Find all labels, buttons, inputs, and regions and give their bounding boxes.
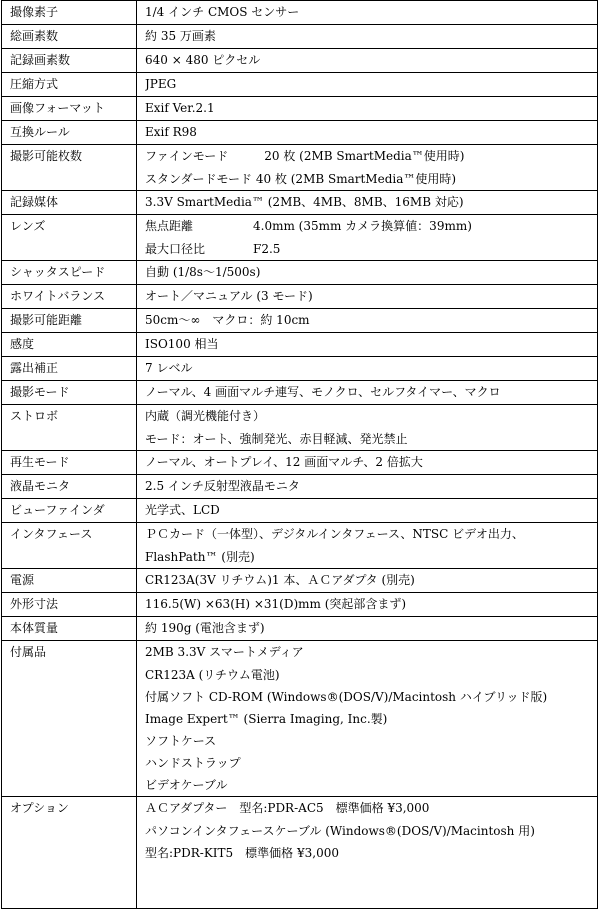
spec-row [2, 569, 598, 593]
spec-value-line: 640 × 480 ピクセル [145, 53, 261, 67]
spec-label: 付属品 [10, 645, 47, 659]
spec-value-line: 1/4 インチ CMOS センサー [145, 5, 300, 19]
spec-value-cell [137, 523, 598, 569]
spec-value-cell [137, 641, 598, 797]
spec-label-cell [2, 641, 137, 797]
spec-value-line: CR123A(3V リチウム)1 本、ＡＣアダプタ (別売) [145, 573, 415, 587]
spec-row [2, 797, 598, 909]
spec-value-line: 内蔵（調光機能付き） [145, 409, 266, 423]
spec-row [2, 523, 598, 569]
spec-label-cell [2, 357, 137, 381]
spec-row [2, 333, 598, 357]
spec-label: 外形寸法 [10, 597, 59, 611]
spec-label-cell [2, 145, 137, 191]
spec-label: ビューファインダ [10, 503, 105, 517]
spec-label: 液晶モニタ [10, 479, 71, 493]
spec-value-line: ビデオケーブル [145, 778, 228, 792]
spec-value-line: 約 35 万画素 [145, 29, 216, 43]
spec-value-cell [137, 797, 598, 909]
spec-label-cell [2, 451, 137, 475]
spec-value-cell [137, 49, 598, 73]
spec-value-line: Image Expert™ (Sierra Imaging, Inc.製) [145, 712, 388, 726]
spec-value-cell [137, 73, 598, 97]
spec-label-cell [2, 475, 137, 499]
spec-value-cell [137, 475, 598, 499]
spec-label-cell [2, 593, 137, 617]
spec-value-cell [137, 1, 598, 25]
spec-value-line: 最大口径比 F2.5 [145, 242, 281, 256]
spec-table-body [2, 1, 598, 909]
spec-value-cell [137, 145, 598, 191]
spec-value-cell [137, 25, 598, 49]
spec-value-line [145, 864, 597, 886]
spec-label-cell [2, 309, 137, 333]
spec-table [1, 0, 598, 909]
spec-row [2, 49, 598, 73]
spec-value-line: 7 レベル [145, 361, 193, 375]
spec-value-line: CR123A (リチウム電池) [145, 668, 280, 682]
spec-value-line: 2.5 インチ反射型液晶モニタ [145, 479, 300, 493]
spec-row [2, 451, 598, 475]
spec-label-cell [2, 261, 137, 285]
spec-value-line: JPEG [145, 77, 177, 91]
spec-row [2, 641, 598, 797]
spec-row [2, 405, 598, 451]
spec-label: 画像フォーマット [10, 101, 105, 115]
spec-value-line: FlashPath™ (別売) [145, 550, 255, 564]
spec-label-cell [2, 97, 137, 121]
spec-row [2, 617, 598, 641]
spec-label: 圧縮方式 [10, 77, 59, 91]
spec-label-cell [2, 215, 137, 261]
spec-label-cell [2, 191, 137, 215]
spec-value-cell [137, 405, 598, 451]
spec-label: 撮影可能距離 [10, 313, 83, 327]
spec-row [2, 215, 598, 261]
spec-row [2, 499, 598, 523]
spec-label: レンズ [10, 219, 46, 233]
spec-value-cell [137, 261, 598, 285]
spec-row [2, 593, 598, 617]
spec-label: オプション [10, 801, 69, 815]
spec-label: 本体質量 [10, 621, 59, 635]
spec-value-cell [137, 333, 598, 357]
spec-label: シャッタスピード [10, 265, 106, 279]
spec-value-cell [137, 191, 598, 215]
spec-value-line: 自動 (1/8s～1/500s) [145, 265, 261, 279]
spec-value-cell [137, 97, 598, 121]
spec-row [2, 357, 598, 381]
spec-value-line: 50cm～∞ マクロ：約 10cm [145, 313, 310, 327]
spec-row [2, 285, 598, 309]
spec-value-cell [137, 593, 598, 617]
spec-row [2, 261, 598, 285]
spec-label: 記録媒体 [10, 195, 59, 209]
spec-value-line: モード：オート、強制発光、赤目軽減、発光禁止 [145, 432, 408, 446]
spec-row [2, 1, 598, 25]
spec-value-line: ISO100 相当 [145, 337, 219, 351]
spec-row [2, 25, 598, 49]
spec-row [2, 97, 598, 121]
spec-label: ホワイトバランス [10, 289, 106, 303]
spec-label: インタフェース [10, 527, 93, 541]
spec-value-cell [137, 285, 598, 309]
spec-label: 総画素数 [10, 29, 59, 43]
spec-value-line: ＰＣカード（一体型）、デジタルインタフェース、NTSC ビデオ出力、 [145, 527, 524, 541]
spec-value-line: ファインモード 20 枚 (2MB SmartMedia™使用時) [145, 149, 465, 163]
spec-value-line: Exif R98 [145, 125, 197, 139]
spec-label-cell [2, 381, 137, 405]
spec-label: 再生モード [10, 455, 70, 469]
spec-value-line: 焦点距離 4.0mm (35mm カメラ換算値：39mm) [145, 219, 472, 233]
spec-row [2, 381, 598, 405]
spec-value-line: 付属ソフト CD-ROM (Windows®(DOS/V)/Macintosh ハイブリッド版) [145, 690, 548, 704]
spec-label-cell [2, 405, 137, 451]
spec-row [2, 73, 598, 97]
spec-label: 撮影モード [10, 385, 70, 399]
spec-value-line: 116.5(W) ×63(H) ×31(D)mm (突起部含まず) [145, 597, 407, 611]
spec-value-line: 2MB 3.3V スマートメディア [145, 645, 304, 659]
spec-value-line: ハンドストラップ [145, 756, 241, 770]
spec-label-cell [2, 285, 137, 309]
spec-value-cell [137, 569, 598, 593]
spec-value-line: ＡＣアダプター 型名:PDR-AC5 標準価格 ¥3,000 [145, 801, 430, 815]
spec-value-line: 型名:PDR-KIT5 標準価格 ¥3,000 [145, 846, 339, 860]
spec-value-line: 光学式、LCD [145, 503, 220, 517]
spec-value-line: 3.3V SmartMedia™ (2MB、4MB、8MB、16MB 対応) [145, 195, 464, 209]
spec-row [2, 121, 598, 145]
spec-label-cell [2, 1, 137, 25]
spec-value-line: Exif Ver.2.1 [145, 101, 215, 115]
spec-label: 露出補正 [10, 361, 59, 375]
spec-value-line: ノーマル、オートプレイ、12 画面マルチ、2 倍拡大 [145, 455, 423, 469]
spec-value-cell [137, 617, 598, 641]
spec-label: 撮像素子 [10, 5, 59, 19]
spec-label-cell [2, 523, 137, 569]
spec-label: 記録画素数 [10, 53, 71, 67]
spec-value-cell [137, 451, 598, 475]
spec-label-cell [2, 25, 137, 49]
spec-label-cell [2, 49, 137, 73]
spec-row [2, 475, 598, 499]
spec-label-cell [2, 797, 137, 909]
spec-label: ストロボ [10, 409, 59, 423]
spec-label-cell [2, 333, 137, 357]
spec-value-line: 約 190g (電池含まず) [145, 621, 265, 635]
spec-value-cell [137, 357, 598, 381]
spec-label-cell [2, 617, 137, 641]
spec-value-line [145, 886, 597, 908]
spec-label-cell [2, 499, 137, 523]
spec-value-cell [137, 309, 598, 333]
spec-row [2, 191, 598, 215]
spec-label-cell [2, 569, 137, 593]
spec-label: 感度 [10, 337, 35, 351]
spec-value-cell [137, 381, 598, 405]
spec-label-cell [2, 73, 137, 97]
spec-label-cell [2, 121, 137, 145]
spec-value-line: パソコンインタフェースケーブル (Windows®(DOS/V)/Macintosh 用) [145, 824, 535, 838]
spec-value-line: スタンダードモード 40 枚 (2MB SmartMedia™使用時) [145, 172, 457, 186]
spec-value-cell [137, 499, 598, 523]
spec-label: 互換ルール [10, 125, 70, 139]
spec-value-cell [137, 121, 598, 145]
spec-value-line: オート／マニュアル (3 モード) [145, 289, 313, 303]
spec-row [2, 309, 598, 333]
spec-value-line: ソフトケース [145, 734, 217, 748]
spec-row [2, 145, 598, 191]
spec-label: 撮影可能枚数 [10, 149, 83, 163]
spec-value-line: ノーマル、4 画面マルチ連写、モノクロ、セルフタイマー、マクロ [145, 385, 501, 399]
spec-label: 電源 [10, 573, 35, 587]
spec-value-cell [137, 215, 598, 261]
